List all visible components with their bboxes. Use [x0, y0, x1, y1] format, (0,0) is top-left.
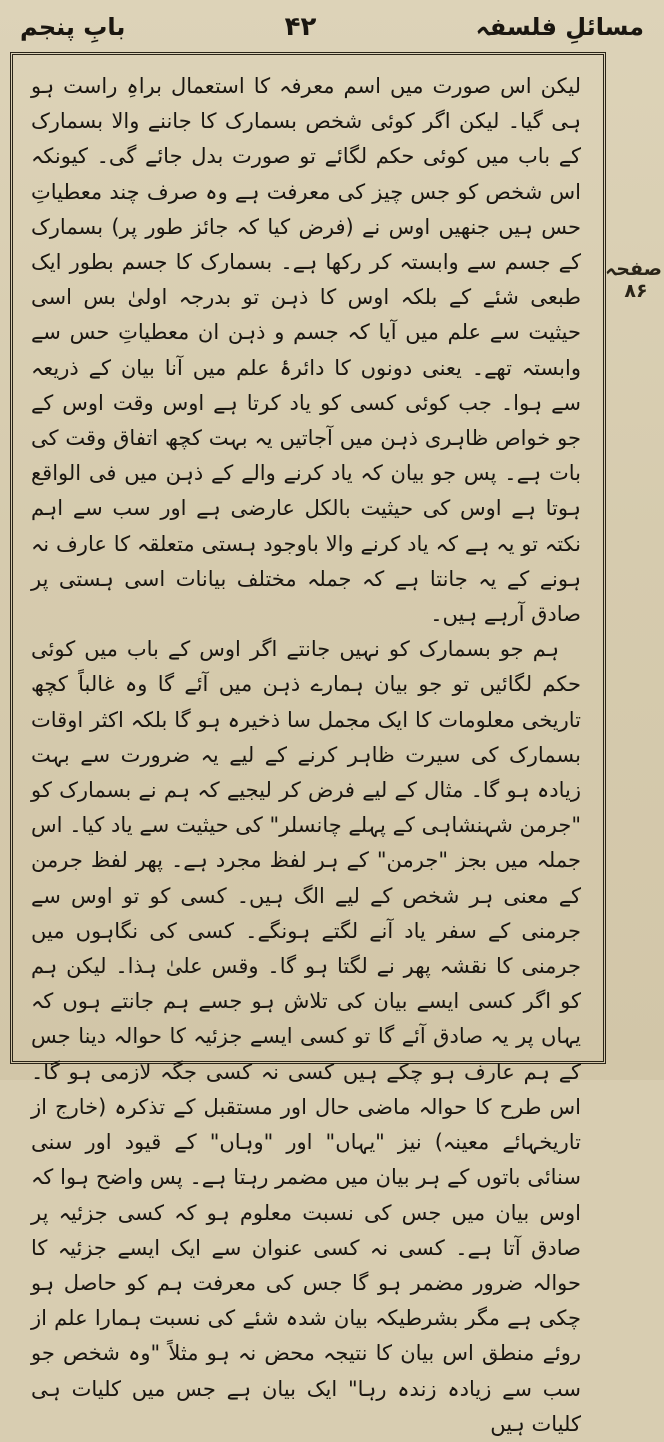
chapter-title: بابِ پنجم: [20, 13, 126, 41]
body-text: [31, 69, 581, 1442]
book-title: مسائلِ فلسفہ: [475, 13, 644, 41]
page-number: ۴۲: [284, 12, 317, 42]
paragraph: لیکن اس صورت میں اسم معرفہ کا استعمال براہِ راست ہو ہی گیا۔ لیکن اگر کوئی شخص بسمارک کا جاننے والا بسمارک کے باب میں کوئی حکم لگائے تو صورت بدل جائے گی۔ کیونکہ اس شخص کو جس چیز کی معرفت ہے وہ صرف چند معطیاتِ حس ہیں جنھیں اوس نے (فرض کیا کہ جائز طور پر) بسمارک کے جسم سے وابستہ کر رکھا ہے۔ بسمارک کا جسم بطور ایک طبعی شئے کے بلکہ اوس کا ذہن تو بدرجہ اولیٰ بس اسی حیثیت سے علم میں آیا کہ جسم و ذہن ان معطیاتِ حس سے وابستہ تھے۔ یعنی دونوں کا دائرۂ علم میں آنا بیان کے ذریعہ سے ہوا۔ جب کوئی کسی کو یاد کرتا ہے اوس وقت اوس کے جو خواص ظاہری ذہن میں آجاتیں یہ بہت کچھ اتفاق وقت کی بات ہے۔ پس جو بیان کہ یاد کرنے والے کے ذہن میں فی الواقع ہوتا ہے اوس کی حیثیت بالکل عارضی ہے اور سب سے اہم نکتہ تو یہ ہے کہ یاد کرنے والا باوجود ہستی متعلقہ کا عارف نہ ہونے کے یہ جانتا ہے کہ جملہ مختلف بیانات اسی ہستی پر صادق آرہے ہیں۔: [31, 74, 581, 627]
text-frame: [10, 52, 606, 1436]
running-header: [20, 4, 644, 50]
margin-page-reference: صفحہ ۸۶: [605, 258, 662, 302]
paragraph: ہم جو بسمارک کو نہیں جانتے اگر اوس کے باب میں کوئی حکم لگائیں تو جو بیان ہمارے ذہن میں آئے گا وہ غالباً کچھ تاریخی معلومات کا ایک مجمل سا ذخیرہ ہو گا بلکہ اکثر اوقات بسمارک کی سیرت ظاہر کرنے کے لیے یہ ضرورت سے بہت زیادہ ہو گا۔ مثال کے لیے فرض کر لیجیے کہ ہم نے بسمارک کو "جرمن شہنشاہی کے پہلے چانسلر" کی حیثیت سے یاد کیا۔ اس جملہ میں بجز "جرمن" کے ہر لفظ مجرد ہے۔ پھر لفظ جرمن کے معنی ہر شخص کے لیے الگ ہیں۔ کسی کو تو اوس سے جرمنی کے سفر یاد آنے لگتے ہونگے۔ کسی کی نگاہوں میں جرمنی کا نقشہ پھر نے لگتا ہو گا۔ وقس علیٰ ہذا۔ لیکن ہم کو اگر کسی ایسے بیان کی تلاش ہو جسے ہم جانتے ہوں کہ یہاں پر یہ صادق آئے گا تو کسی ایسے جزئیہ کا حوالہ دینا جس کے ہم عارف ہو چکے ہیں کسی نہ کسی جگہ لازمی ہو گا۔ اس طرح کا حوالہ ماضی حال اور مستقبل کے تذکرہ (خارج از تاریخہائے معینہ) نیز "یہاں" اور "وہاں" کے قیود اور سنی سنائی باتوں کے ہر بیان میں مضمر رہتا ہے۔ پس واضح ہوا کہ اوس بیان میں جس کی نسبت معلوم ہو کہ کسی جزئیہ پر صادق آتا ہے۔ کسی نہ کسی عنوان سے ایک ایسے جزئیہ کا حوالہ ضرور مضمر ہو گا جس کی معرفت ہم کو حاصل ہو چکی ہے مگر بشرطیکہ بیان شدہ شئے کی نسبت ہمارا علم از روئے منطق اس بیان کا نتیجہ محض نہ ہو مثلاً "وہ شخص جو سب سے زیادہ زندہ رہا" ایک بیان ہے جس میں کلیات ہی کلیات ہیں: [31, 637, 581, 1436]
